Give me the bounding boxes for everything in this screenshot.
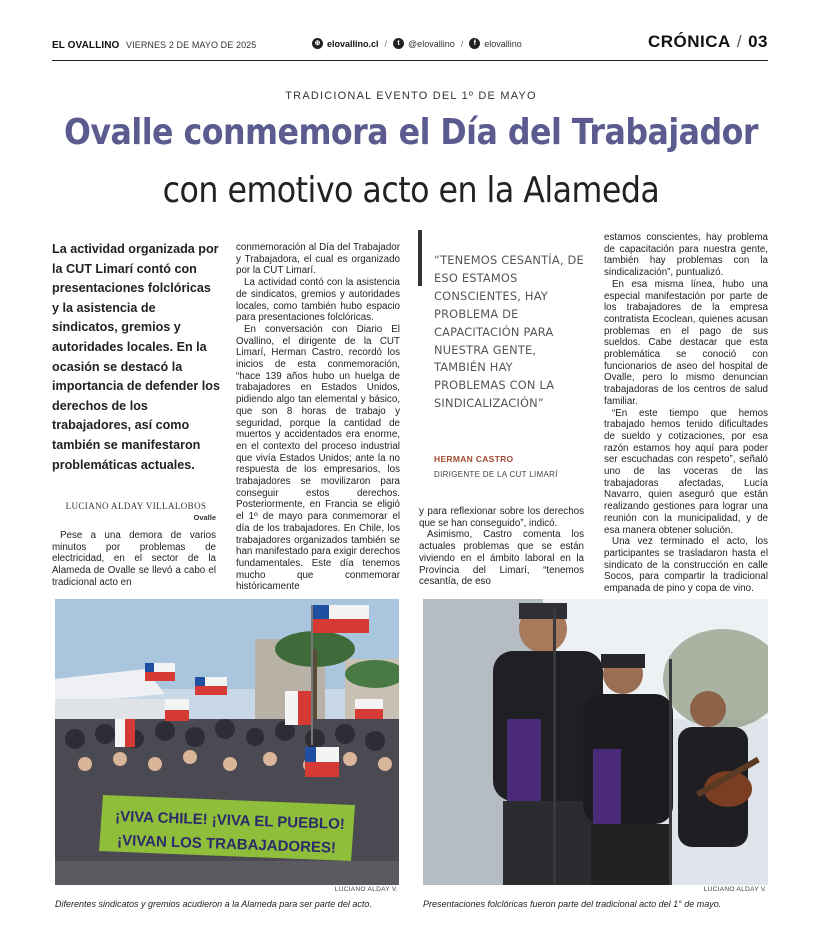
body-column-3 xyxy=(419,506,584,588)
banner-text-2: ¡VIVAN LOS TRABAJADORES! xyxy=(116,832,337,857)
paragraph: y para reflexionar sobre los derechos que se han conseguido”, indicó. xyxy=(419,506,584,529)
body-column-1 xyxy=(52,530,216,589)
paragraph: La actividad contó con la asistencia de sindicatos, gremios y autoridades locales, como también hubo espacio para presentaciones folclóricas. xyxy=(236,277,400,324)
kicker: TRADICIONAL EVENTO DEL 1º DE MAYO xyxy=(285,90,537,102)
photo-musicians xyxy=(423,599,768,885)
site-link[interactable]: elovallino.cl xyxy=(327,38,379,49)
masthead xyxy=(52,40,256,51)
pull-quote-role: DIRIGENTE DE LA CUT LIMARÍ xyxy=(434,470,558,479)
photo-credit-2: LUCIANO ALDAY V. xyxy=(703,886,767,893)
paper-name: EL OVALLINO xyxy=(52,40,120,51)
twitter-icon: t xyxy=(393,38,404,49)
photo-credit-1: LUCIANO ALDAY V. xyxy=(334,886,398,893)
page-number: 03 xyxy=(748,32,768,51)
body-column-2 xyxy=(236,242,400,593)
twitter-handle[interactable]: @elovallino xyxy=(408,38,455,49)
author: LUCIANO ALDAY VILLALOBOS xyxy=(65,501,207,511)
photo-crowd-illustration xyxy=(55,599,399,885)
photo-musicians-illustration xyxy=(423,599,768,885)
photo-crowd xyxy=(55,599,399,885)
social-links: ⊕ elovallino.cl / t @elovallino / f elovallino xyxy=(312,38,522,49)
photo-caption-1: Diferentes sindicatos y gremios acudieron a la Alameda para ser parte del acto. xyxy=(55,899,372,909)
paragraph: estamos conscientes, hay problema de capacitación para nuestra gente, también hay problemas con la sindicalización”, puntualizó. xyxy=(604,232,768,279)
paragraph: “En este tiempo que hemos trabajado hemos tenido dificultades de sueldo y cotizaciones, por esa razón estamos hoy aquí para poder ser escuchadas con respeto”, señaló uno de las voceras de las trabajadoras afectadas, Lucía Navarro, quien aseguró que están realizando gestiones para lograr una reunión con la municipalidad, y de esa manera obtener solución. xyxy=(604,407,768,536)
paragraph: conmemoración al Día del Trabajador y Trabajadora, el cual es organizado por la CUT Limarí. xyxy=(236,242,400,277)
paragraph: En esa misma línea, hubo una especial manifestación por parte de los trabajadores de la empresa contratista Ecoclean, quienes acusan problemas en el pago de sus sueldos. Cabe destacar que esta problemática se conoció con funcionarios de aseo del hospital de Ovalle, pero lo mismo denuncian trabajadoras de los centros de salud familiar. xyxy=(604,278,768,407)
header-rule xyxy=(52,60,768,61)
paragraph: Asimismo, Castro comenta los actuales problemas que se están viviendo en el ámbito laboral en la Provincia del Limarí, “tenemos cesantía, de eso xyxy=(419,529,584,588)
globe-icon: ⊕ xyxy=(312,38,323,49)
facebook-icon: f xyxy=(469,38,480,49)
pull-quote-name: HERMAN CASTRO xyxy=(434,454,514,464)
pull-quote xyxy=(418,222,586,484)
banner-text-1: ¡VIVA CHILE! ¡VIVA EL PUEBLO! xyxy=(114,808,346,834)
issue-date: VIERNES 2 DE MAYO DE 2025 xyxy=(126,40,257,50)
headline-line-1: Ovalle conmemora el Día del Trabajador xyxy=(63,112,759,153)
headline-line-2: con emotivo acto en la Alameda xyxy=(162,170,660,211)
pull-quote-text: “TENEMOS CESANTÍA, DE ESO ESTAMOS CONSCIENTES, HAY PROBLEMA DE CAPACITACIÓN PARA NUESTRA GENTE, TAMBIÉN HAY PROBLEMAS CON LA SINDICALIZACIÓN” xyxy=(434,253,584,411)
body-column-4 xyxy=(604,232,768,595)
section-label: CRÓNICA / 03 xyxy=(648,32,768,51)
paragraph: En conversación con Diario El Ovallino, el dirigente de la CUT Limarí, Herman Castro, recordó los inicios de esta conmemoración, “hace 139 años hubo un huelga de trabajadores en Estados Unidos, pidiendo algo tan elemental y básico, que son 8 horas de trabajo y seguridad, porque la cantidad de muertos y accidentados era enorme, en el contexto del proceso industrial que vivía Estados Unidos; ante la no respuesta de los empresarios, los trabajadores se movilizaron para conseguir estos derechos. Posteriormente, en Francia se eligió el 1º de mayo para conmemorar el día de los trabajadores. En Chile, los trabajadores organizados también se han manifestado para exigir derechos fundamentales. Este día tenemos mucho que conmemorar históricamente xyxy=(236,323,400,593)
lead-paragraph: La actividad organizada por la CUT Limarí contó con presentaciones folclóricas y la asistencia de sindicatos, gremios y autoridades locales. En la ocasión se destacó la importancia de defender los derechos de los trabajadores, así como también se manifestaron problemáticas actuales. xyxy=(52,242,220,472)
paragraph: Pese a una demora de varios minutos por problemas de electricidad, en el sector de la Alameda de Ovalle se llevó a cabo el tradicional acto en xyxy=(52,530,216,588)
paragraph: Una vez terminado el acto, los participantes se trasladaron hasta el sindicato de la construcción en calle Socos, para compartir la tradicional empanada de pino y copa de vino. xyxy=(604,536,768,595)
quote-bar xyxy=(418,230,422,286)
facebook-handle[interactable]: elovallino xyxy=(484,38,522,49)
dateline: Ovalle xyxy=(193,513,216,522)
photo-caption-2: Presentaciones folclóricas fueron parte del tradicional acto del 1° de mayo. xyxy=(423,899,722,909)
section-name: CRÓNICA xyxy=(648,32,731,51)
